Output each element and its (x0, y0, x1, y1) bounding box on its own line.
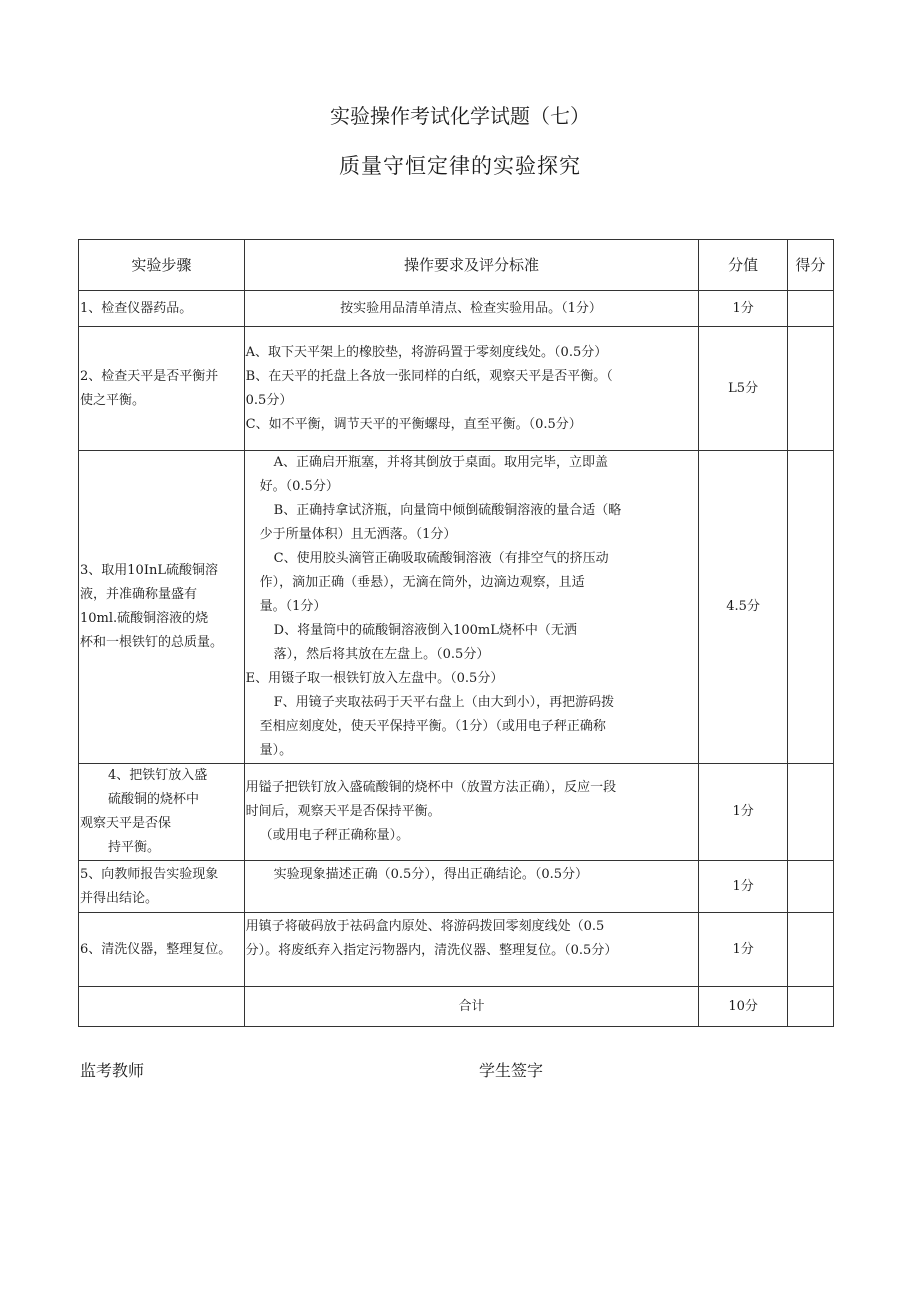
requirement-text: 量）。 (259, 743, 293, 758)
requirement-cell (244, 764, 699, 861)
total-points: 10分 (699, 987, 787, 1027)
total-label: 合计 (244, 987, 699, 1027)
table-row (79, 861, 834, 913)
table-row (79, 291, 834, 327)
score-cell (787, 327, 833, 451)
total-blank-cell (79, 987, 245, 1027)
page-subtitle: 质量守恒定律的实验探究 (339, 154, 581, 178)
step-text: 杯和一根铁钉的总质量。 (80, 635, 224, 650)
step-text: 硫酸铜的烧杯中 (108, 792, 200, 807)
score-cell (787, 861, 833, 913)
table-row (79, 913, 834, 987)
step-text: 持平衡。 (108, 840, 161, 855)
requirement-text: 用镒子把铁钉放入盛硫酸铜的烧杯中（放置方法正确），反应一段 (245, 780, 617, 795)
step-text: 观察天平是否保 (80, 816, 172, 831)
step-cell (79, 327, 245, 451)
requirement-text: 0.5分） (245, 392, 293, 408)
requirement-cell (244, 861, 699, 913)
table-header-row (79, 240, 834, 291)
step-text: 4、把铁钉放入盛 (108, 768, 208, 783)
points-cell: L5分 (699, 327, 787, 451)
total-score-cell (787, 987, 833, 1027)
requirement-text: B、正确持拿试济瓶，向量筒中倾倒硫酸铜溶液的量合适（略 (273, 503, 622, 518)
requirement-text: 按实验用品清单清点、检查实验用品。（1分） (340, 300, 602, 316)
requirement-text: D、将量筒中的硫酸铜溶液倒入100mL烧杯中（无洒 (273, 623, 577, 638)
step-cell (79, 451, 245, 764)
step-text: 6、清洗仪器，整理复位。 (80, 941, 232, 957)
table-row (79, 764, 834, 861)
requirement-text: F、用镜子夹取祛码于天平右盘上（由大到小），再把游码拨 (273, 695, 615, 710)
score-cell (787, 913, 833, 987)
table-row (79, 327, 834, 451)
requirement-text: B、在天平的托盘上各放一张同样的白纸，观察天平是否平衡。（ (245, 368, 613, 384)
requirement-text: 分）。将废纸弃入指定污物器内，清洗仪器、整理复位。（0.5分） (245, 943, 618, 958)
scoring-table (78, 239, 834, 1027)
requirement-text: 实验现象描述正确（0.5分），得出正确结论。（0.5分） (273, 867, 589, 882)
page-title: 实验操作考试化学试题（七） (330, 104, 590, 128)
requirement-cell (244, 291, 699, 327)
header-score: 得分 (787, 240, 833, 291)
requirement-text: A、取下天平架上的橡胶垫，将游码置于零刻度线处。（0.5分） (245, 344, 608, 360)
step-text: 1、检查仪器药品。 (80, 300, 193, 316)
table-row (79, 451, 834, 764)
requirement-text: A、正确启开瓶塞，并将其倒放于桌面。取用完毕，立即盖 (273, 455, 609, 470)
step-text: 10ml.硫酸铜溶液的烧 (80, 611, 209, 626)
step-text: 2、检查天平是否平衡并 (80, 368, 219, 384)
requirement-text: E、用镊子取一根铁钉放入左盘中。（0.5分） (245, 671, 504, 686)
student-signature-label: 学生签字 (479, 1061, 544, 1080)
score-cell (787, 291, 833, 327)
score-cell (787, 451, 833, 764)
step-text: 并得出结论。 (80, 890, 159, 906)
points-cell: 1分 (699, 291, 787, 327)
step-text: 3、取用10InL硫酸铜溶 (80, 563, 218, 578)
step-cell (79, 291, 245, 327)
step-text: 使之平衡。 (80, 392, 146, 408)
header-step: 实验步骤 (79, 240, 245, 291)
requirement-text: 时间后，观察天平是否保持平衡。 (245, 804, 441, 819)
requirement-cell (244, 913, 699, 987)
requirement-text: 至相应刻度处，使天平保持平衡。（1分）（或用电子秤正确称 (259, 719, 606, 734)
requirement-cell (244, 451, 699, 764)
requirement-text: C、如不平衡，调节天平的平衡螺母，直至平衡。（0.5分） (245, 416, 582, 432)
proctor-signature-label: 监考教师 (80, 1061, 145, 1080)
header-points: 分值 (699, 240, 787, 291)
points-cell: 4.5分 (699, 451, 787, 764)
points-cell: 1分 (699, 764, 787, 861)
step-cell (79, 913, 245, 987)
score-cell (787, 764, 833, 861)
points-cell: 1分 (699, 913, 787, 987)
requirement-text: 作），滴加正确（垂悬），无滴在筒外，边滴边观察，且适 (259, 575, 585, 590)
step-text: 5、向教师报告实验现象 (80, 866, 219, 882)
requirement-text: （或用电子秤正确称量）。 (259, 828, 410, 843)
step-text: 液，并准确称量盛有 (80, 587, 198, 602)
requirement-text: 好。（0.5分） (259, 479, 339, 494)
points-cell: 1分 (699, 861, 787, 913)
requirement-text: 少于所量体积）且无洒落。（1分） (259, 527, 457, 542)
requirement-text: 落），然后将其放在左盘上。（0.5分） (273, 647, 490, 662)
header-requirement: 操作要求及评分标准 (244, 240, 699, 291)
requirement-cell (244, 327, 699, 451)
step-cell (79, 764, 245, 861)
requirement-text: 用镇子将破码放于祛码盒内原处、将游码拨回零刻度线处（0.5 (245, 919, 605, 934)
requirement-text: 量。（1分） (259, 599, 327, 614)
step-cell (79, 861, 245, 913)
total-row (79, 987, 834, 1027)
requirement-text: C、使用胶头滴管正确吸取硫酸铜溶液（有排空气的挤压动 (273, 551, 609, 566)
